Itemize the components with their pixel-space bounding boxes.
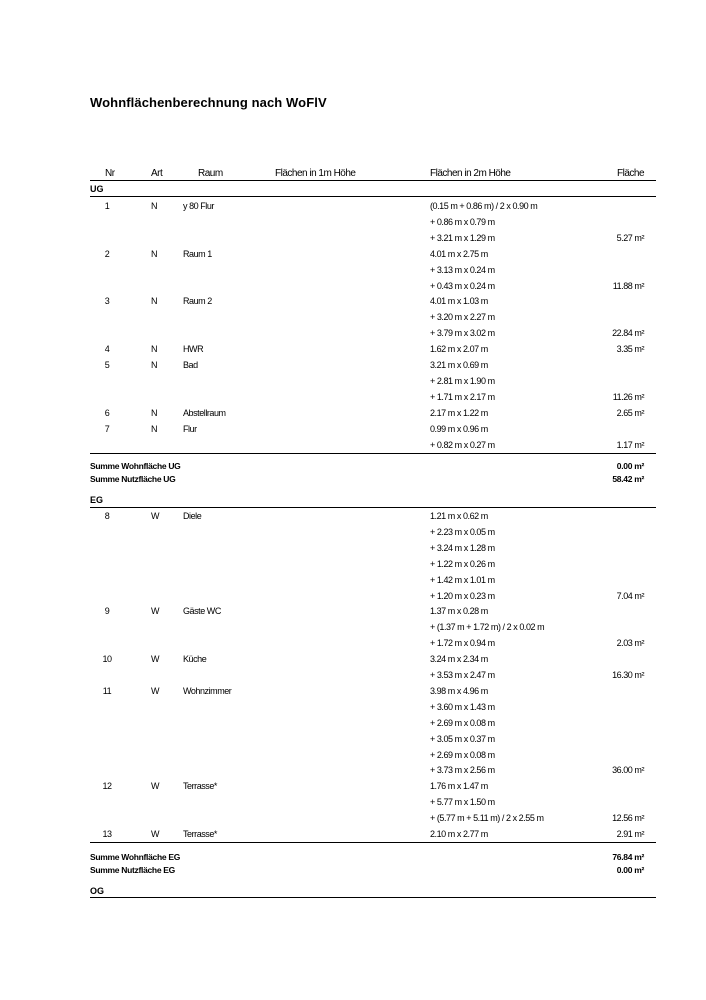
cell-area: 2.65 m²: [616, 407, 644, 418]
cell-calc: + 1.22 m x 0.26 m: [430, 558, 495, 569]
cell-calc: + 3.24 m x 1.28 m: [430, 542, 495, 553]
cell-raum: Bad: [183, 360, 198, 370]
cell-calc: + 2.23 m x 0.05 m: [430, 526, 495, 537]
cell-art: N: [151, 360, 158, 370]
cell-calc: + (5.77 m + 5.11 m) / 2 x 2.55 m: [430, 813, 544, 824]
cell-nr: 13: [102, 829, 112, 839]
cell-area: 5.27 m²: [616, 232, 644, 243]
cell-calc: + 3.05 m x 0.37 m: [430, 733, 495, 744]
cell-calc: + 3.53 m x 2.47 m: [430, 670, 495, 680]
cell-calc: + 1.20 m x 0.23 m: [430, 590, 495, 601]
cell-area: 22.84 m²: [612, 328, 644, 339]
cell-calc: + 3.60 m x 1.43 m: [430, 701, 495, 712]
section-label: OG: [90, 886, 105, 896]
cell-calc: (0.15 m + 0.86 m) / 2 x 0.90 m: [430, 201, 538, 211]
cell-art: W: [151, 606, 160, 617]
cell-raum: Raum 2: [183, 296, 212, 307]
cell-art: N: [151, 407, 158, 418]
cell-area: 7.04 m²: [616, 590, 644, 601]
cell-art: W: [151, 781, 160, 792]
cell-calc: 3.98 m x 4.96 m: [430, 685, 488, 696]
sum-wohn-label: Summe Wohnfläche UG: [90, 461, 181, 471]
page-title: Wohnflächenberechnung nach WoFlV: [90, 95, 327, 110]
cell-calc: 3.24 m x 2.34 m: [430, 654, 488, 665]
cell-calc: + 0.82 m x 0.27 m: [430, 439, 495, 450]
cell-nr: 6: [104, 407, 110, 418]
header-flaeche: Fläche: [616, 168, 644, 179]
header-art: Art: [151, 168, 163, 179]
cell-calc: 2.17 m x 1.22 m: [430, 407, 488, 418]
cell-calc: + 3.73 m x 2.56 m: [430, 765, 495, 776]
cell-calc: + 3.79 m x 3.02 m: [430, 328, 495, 339]
cell-calc: + 2.69 m x 0.08 m: [430, 717, 495, 728]
section-rule: [90, 897, 656, 898]
header-flaechen-1m: Flächen in 1m Höhe: [275, 168, 356, 179]
sum-nutz-value: 58.42 m²: [612, 473, 644, 484]
cell-raum: Abstellraum: [183, 407, 226, 418]
cell-calc: + 2.81 m x 1.90 m: [430, 375, 495, 386]
section-end-rule: [90, 842, 656, 843]
cell-art: N: [151, 344, 158, 355]
cell-nr: 12: [102, 781, 112, 792]
cell-calc: + 1.71 m x 2.17 m: [430, 391, 495, 402]
header-flaechen-2m: Flächen in 2m Höhe: [430, 168, 511, 179]
cell-area: 16.30 m²: [612, 670, 644, 680]
cell-art: W: [151, 829, 160, 839]
cell-nr: 4: [104, 344, 110, 355]
cell-calc: 0.99 m x 0.96 m: [430, 423, 488, 434]
cell-raum: Diele: [183, 511, 202, 521]
cell-calc: + 3.13 m x 0.24 m: [430, 264, 495, 275]
cell-calc: + (1.37 m + 1.72 m) / 2 x 0.02 m: [430, 622, 545, 633]
cell-art: W: [151, 685, 160, 696]
cell-nr: 1: [104, 201, 110, 211]
cell-art: W: [151, 511, 160, 521]
cell-calc: 1.21 m x 0.62 m: [430, 511, 488, 521]
cell-area: 2.91 m²: [616, 829, 644, 839]
cell-calc: 2.10 m x 2.77 m: [430, 829, 488, 839]
cell-calc: + 0.43 m x 0.24 m: [430, 280, 495, 291]
sum-nutz-value: 0.00 m²: [616, 864, 644, 875]
cell-art: N: [151, 248, 158, 259]
cell-nr: 2: [104, 248, 110, 259]
cell-nr: 11: [102, 685, 112, 696]
cell-raum: y 80 Flur: [183, 201, 214, 211]
cell-raum: Terrasse*: [183, 829, 217, 839]
cell-area: 12.56 m²: [612, 813, 644, 824]
cell-calc: 4.01 m x 2.75 m: [430, 248, 488, 259]
cell-nr: 9: [104, 606, 110, 617]
header-nr: Nr: [105, 168, 115, 179]
cell-calc: + 3.21 m x 1.29 m: [430, 232, 495, 243]
cell-raum: Wohnzimmer: [183, 685, 232, 696]
sum-wohn-value: 0.00 m²: [616, 461, 644, 471]
cell-art: N: [151, 423, 158, 434]
cell-art: N: [151, 296, 158, 307]
cell-calc: + 2.69 m x 0.08 m: [430, 749, 495, 760]
cell-raum: HWR: [183, 344, 204, 355]
cell-raum: Küche: [183, 654, 207, 665]
cell-raum: Terrasse*: [183, 781, 217, 792]
sum-nutz-label: Summe Nutzfläche EG: [90, 864, 175, 875]
cell-calc: + 1.72 m x 0.94 m: [430, 638, 495, 649]
header-raum: Raum: [198, 168, 223, 179]
cell-nr: 8: [104, 511, 110, 521]
cell-area: 36.00 m²: [612, 765, 644, 776]
cell-calc: 3.21 m x 0.69 m: [430, 360, 488, 370]
sum-nutz-label: Summe Nutzfläche UG: [90, 473, 176, 484]
cell-area: 3.35 m²: [616, 344, 644, 355]
cell-raum: Gäste WC: [183, 606, 221, 617]
cell-calc: 4.01 m x 1.03 m: [430, 296, 488, 307]
cell-area: 11.26 m²: [612, 391, 644, 402]
cell-raum: Flur: [183, 423, 197, 434]
section-rule: [90, 196, 656, 197]
cell-nr: 5: [104, 360, 110, 370]
cell-nr: 10: [102, 654, 112, 665]
section-rule: [90, 507, 656, 508]
cell-calc: 1.62 m x 2.07 m: [430, 344, 488, 355]
cell-calc: 1.37 m x 0.28 m: [430, 606, 488, 617]
cell-calc: + 3.20 m x 2.27 m: [430, 312, 495, 323]
sum-wohn-label: Summe Wohnfläche EG: [90, 852, 181, 862]
cell-nr: 7: [104, 423, 110, 434]
cell-art: N: [151, 201, 158, 211]
cell-art: W: [151, 654, 160, 665]
cell-area: 1.17 m²: [616, 439, 644, 450]
cell-calc: + 0.86 m x 0.79 m: [430, 216, 495, 227]
cell-calc: + 1.42 m x 1.01 m: [430, 574, 495, 585]
cell-area: 2.03 m²: [616, 638, 644, 649]
cell-nr: 3: [104, 296, 110, 307]
sum-wohn-value: 76.84 m²: [612, 852, 644, 862]
cell-calc: 1.76 m x 1.47 m: [430, 781, 488, 792]
cell-raum: Raum 1: [183, 248, 212, 259]
cell-calc: + 5.77 m x 1.50 m: [430, 797, 495, 808]
section-label: EG: [90, 495, 104, 505]
header-rule: [90, 180, 656, 181]
section-label: UG: [90, 184, 104, 194]
cell-area: 11.88 m²: [612, 280, 644, 291]
section-end-rule: [90, 453, 656, 454]
